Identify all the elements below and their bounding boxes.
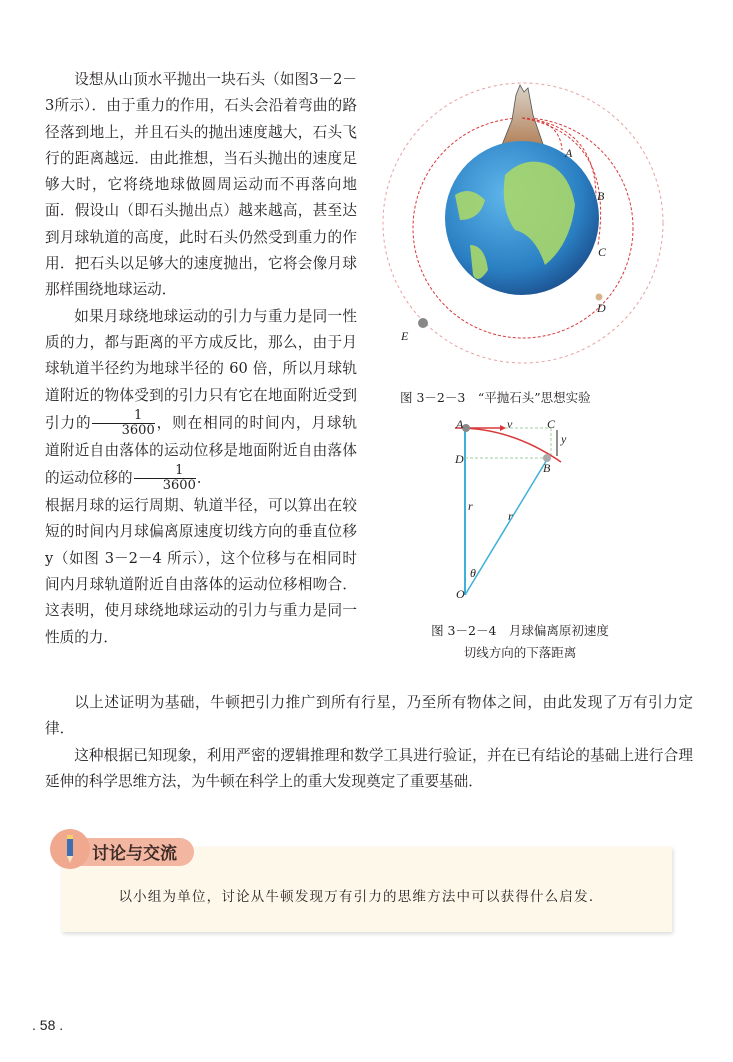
point-d-stone [596, 294, 603, 301]
denominator: 3600 [121, 422, 155, 438]
caption-line: 切线方向的下落距离 [463, 645, 577, 660]
text: 如果月球绕地球运动的引力与重力是同一性质的力，都与距离的平方成反比，那么，由于月球轨道半径约为地球半径的 60 倍，所以月球轨道附近的物体受到的引力只有它在地面附近受到引力的 [45, 307, 357, 432]
numerator: 1 [92, 409, 154, 424]
point-e-moon [418, 318, 428, 328]
label-a: A [456, 417, 464, 431]
label-o: O [456, 587, 465, 601]
discussion-title: 讨论与交流 [92, 844, 177, 864]
discussion-tag [50, 825, 200, 865]
label-c: C [547, 417, 556, 431]
caption-line: 图 3－2－4 月球偏离原初速度 [431, 623, 609, 638]
paragraph-moon-displacement: 根据月球的运行周期、轨道半径，可以算出在较短的时间内月球偏离原速度切线方向的垂直位移 y（如图 3－2－4 所示），这个位移与在相同时间内月球轨道附近自由落体的运动位移相吻合．这表明，使月球绕地球运动的引力与重力是同一性质的力． [45, 497, 357, 646]
label-d: D [597, 301, 606, 315]
label-r-oa: r [468, 499, 473, 513]
pencil-icon [50, 829, 90, 869]
paragraph-thought-experiment: 设想从山顶水平抛出一块石头（如图3－2－3所示）．由于重力的作用，石头会沿着弯曲的路径落到地上，并且石头的抛出速度越大，石头飞行的距离越远．由此推想，当石头抛出的速度足够大时，它将绕地球做圆周运动而不再落向地面．假设山（即石头抛出点）越来越高，甚至达到月球轨道的高度，此时石头仍然受到重力的作用．把石头以足够大的速度抛出，它将会像月球那样围绕地球运动． [45, 71, 357, 299]
figure-1-caption: 图 3－2－3 “平抛石头”思想实验 [400, 390, 591, 405]
mountain [500, 85, 545, 150]
figure-2-caption [420, 620, 620, 664]
label-e: E [401, 329, 409, 343]
denominator: 3600 [162, 478, 196, 494]
label-d: D [455, 452, 464, 466]
text: ． [196, 469, 212, 487]
numerator: 1 [134, 464, 196, 479]
label-b: B [543, 461, 551, 475]
radius-ob [465, 458, 548, 595]
label-v: v [507, 417, 513, 431]
discussion-box [50, 825, 675, 935]
discussion-prompt: 以小组为单位，讨论从牛顿发现万有引力的思维方法中可以获得什么启发． [118, 889, 604, 905]
label-a: A [565, 146, 573, 160]
paragraph-inverse-square [45, 304, 357, 493]
text: ，则在相同的时间内，月球轨道附近自由落体的运动位移是地面附近自由落体的运动位移的 [45, 414, 357, 487]
label-y: y [561, 432, 567, 446]
label-r-ob: r [508, 509, 513, 523]
label-theta: θ [470, 566, 476, 580]
page-number: . 58 . [32, 1017, 64, 1033]
body-text [45, 690, 693, 795]
fraction-1-3600 [134, 464, 196, 493]
figure-projectile-earth [370, 70, 670, 370]
fraction-1-3600 [92, 409, 154, 438]
figure-moon-deflection [440, 415, 600, 605]
label-b: B [597, 189, 605, 203]
paragraph-universal-gravitation: 以上述证明为基础，牛顿把引力推广到所有行星，乃至所有物体之间，由此发现了万有引力定律． [45, 694, 693, 738]
label-c: C [598, 245, 607, 259]
left-column [45, 67, 357, 651]
paragraph-scientific-method: 这种根据已知现象，利用严密的逻辑推理和数学工具进行验证，并在已有结论的基础上进行合理延伸的科学思维方法，为牛顿在科学上的重大发现奠定了重要基础． [45, 746, 693, 790]
